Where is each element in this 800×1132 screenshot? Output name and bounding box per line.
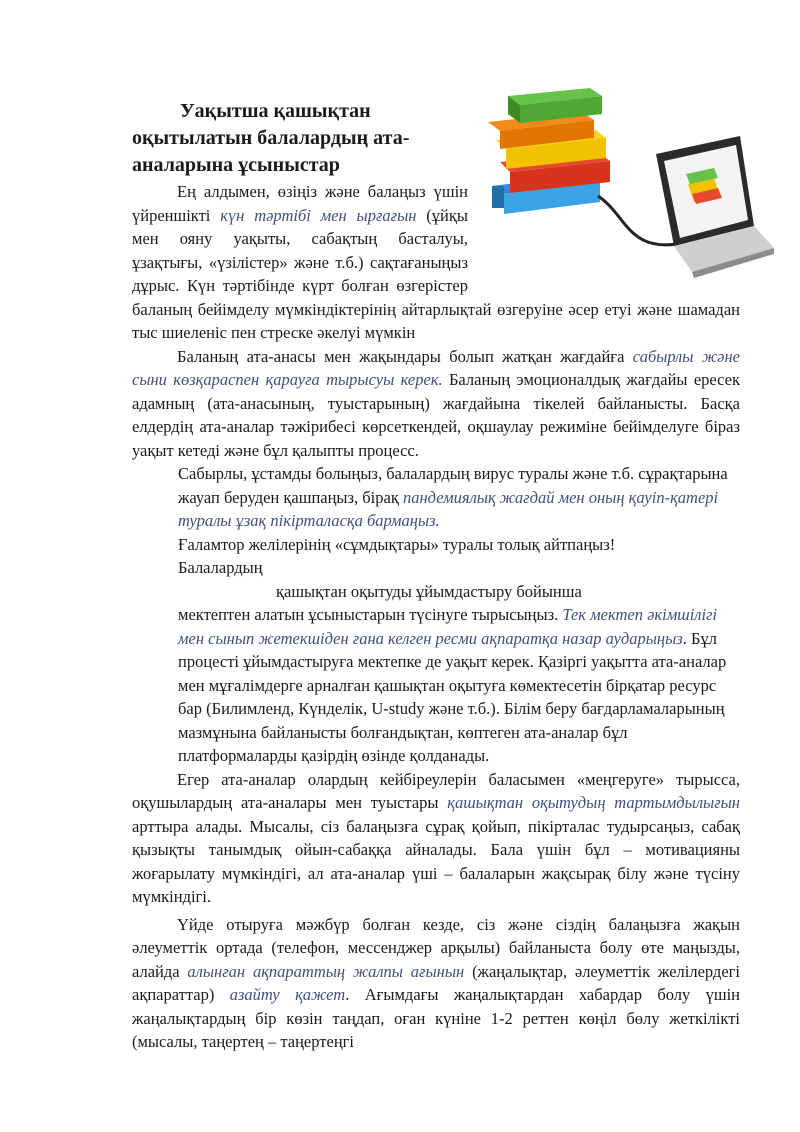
title-line-2: оқытылатын балалардың ата- [132, 127, 410, 149]
p1-emphasis: күн тәртібі мен ырғағын [220, 205, 417, 225]
paragraph-attractiveness [132, 768, 740, 909]
p4-text-c: мектептен алатын ұсыныстарын түсінуге тырысыңыз. [178, 605, 563, 624]
paragraph-answer-questions [178, 462, 740, 556]
p4-emphasis: Тек мектеп әкімшілігі мен сынып жетекшіден ғана келген ресми ақпаратқа назар аударыңыз [178, 605, 718, 648]
p6-emphasis-2: азайту қажет [229, 985, 346, 1004]
p2-emphasis: сабырлы және сыни көзқараспен қарауға тырысуы керек. [132, 346, 740, 389]
p3-emphasis: пандемиялық жағдай мен оның қауіп-қатері туралы ұзақ пікірталасқа бармаңыз. [178, 487, 719, 530]
p5-text-c: арттыра алады. Мысалы, сіз балаңызға сұрақ қойып, пікірталас тудырсаңыз, сабақ қызықты танымдық ойын-сабаққа айналады. Бала үшін бұл – мотивацияны жоғарылату мүмкіндігі, ал ата-аналар үші – балаларын жақсырақ білу және түсіну мүмкіндігі. [132, 816, 740, 906]
document-body [132, 180, 740, 1054]
p5-emphasis: қашықтан оқытудың тартымдылығын [447, 793, 740, 812]
paragraph-school-recommendations [178, 556, 740, 768]
paragraph-information-flow [132, 913, 740, 1054]
p3-text-a: Сабырлы, ұстамды болыңыз, балалардың вирус туралы және т.б. сұрақтарына жауап беруден қашпаңыз, бірақ [178, 464, 728, 507]
p4-text-a: Балалардың [178, 558, 263, 577]
p1-text-c: (ұйқы мен ояну уақыты, сабақтың басталуы, ұзақтығы, «үзілістер» және т.б.) сақтағаныңыз дұрыс. Күн тәртібінде күрт болған өзгерістер баланың бейімделу мүмкіндіктерінің айтарлықтай өзгеруіне әсер етуі және шамадан тыс шиеленіс пен стреске әкелуі мүмкін [132, 205, 740, 342]
p2-text-a: Баланың ата-анасы мен жақындары болып жатқан жағдайға [177, 346, 633, 366]
p2-text-c: Баланың эмоционалдық жағдайы ересек адамның (ата-анасының, туыстарының) жағдайына тікелей байланысты. Басқа елдердің ата-аналар тәжірибесі көрсеткендей, оқшаулау режиміне бейімделуге біраз уақыт кетеді және бұл қалыпты процесс. [132, 370, 740, 460]
p6-text-c: (жаңалықтар, әлеуметтік желілердегі ақпараттар) [132, 961, 740, 1004]
p6-text-a: Үйде отыруға мәжбүр болған кезде, сіз және сіздің балаңызға жақын әлеуметтік ортада (телефон, мессенджер арқылы) байланыста болу өте маңызды, алайда [132, 914, 740, 981]
paragraph-calm-attitude [132, 345, 740, 463]
page-title [132, 98, 472, 179]
illustration-wrap-space [468, 180, 740, 294]
p4-text-e: . Бұл процесті ұйымдастыруға мектепке де уақыт керек. Қазіргі уақытта ата-аналар мен мұғалімдерге арналған қашықтан оқытуға көмектесетін бірқатар ресурс бар (Билимленд, Күнделік, U-study және т.б.). Білім беру бағдарламаларының мазмұнына байланысты болғандықтан, көптеген ата-аналар бұл платформаларды қазірдің өзінде қолданады. [178, 628, 727, 765]
p4-text-b: қашықтан оқытуды ұйымдастыру бойынша [276, 581, 582, 601]
p6-text-e: . Ағымдағы жаңалықтардан хабардар болу үшін жаңалықтардың бір көзін таңдап, оған күніне 1-2 реттен көңіл бөлу жеткілікті (мысалы, таңертең – таңертеңгі [132, 985, 740, 1051]
p6-emphasis-1: алынған ақпараттың жалпы ағынын [187, 961, 465, 981]
title-line-1: Уақытша қашықтан [180, 100, 371, 122]
p3-text-c: Ғаламтор желілерінің «сұмдықтары» туралы толық айтпаңыз! [178, 534, 616, 554]
p5-text-a: Егер ата-аналар олардың кейбіреулерін баласымен «меңгеруге» тырысса, оқушылардың ата-аналары мен туыстары [132, 769, 740, 812]
p1-text-a: Ең алдымен, өзіңіз және балаңыз үшін үйреншікті [132, 182, 468, 225]
title-line-3: аналарына ұсыныстар [132, 154, 340, 176]
